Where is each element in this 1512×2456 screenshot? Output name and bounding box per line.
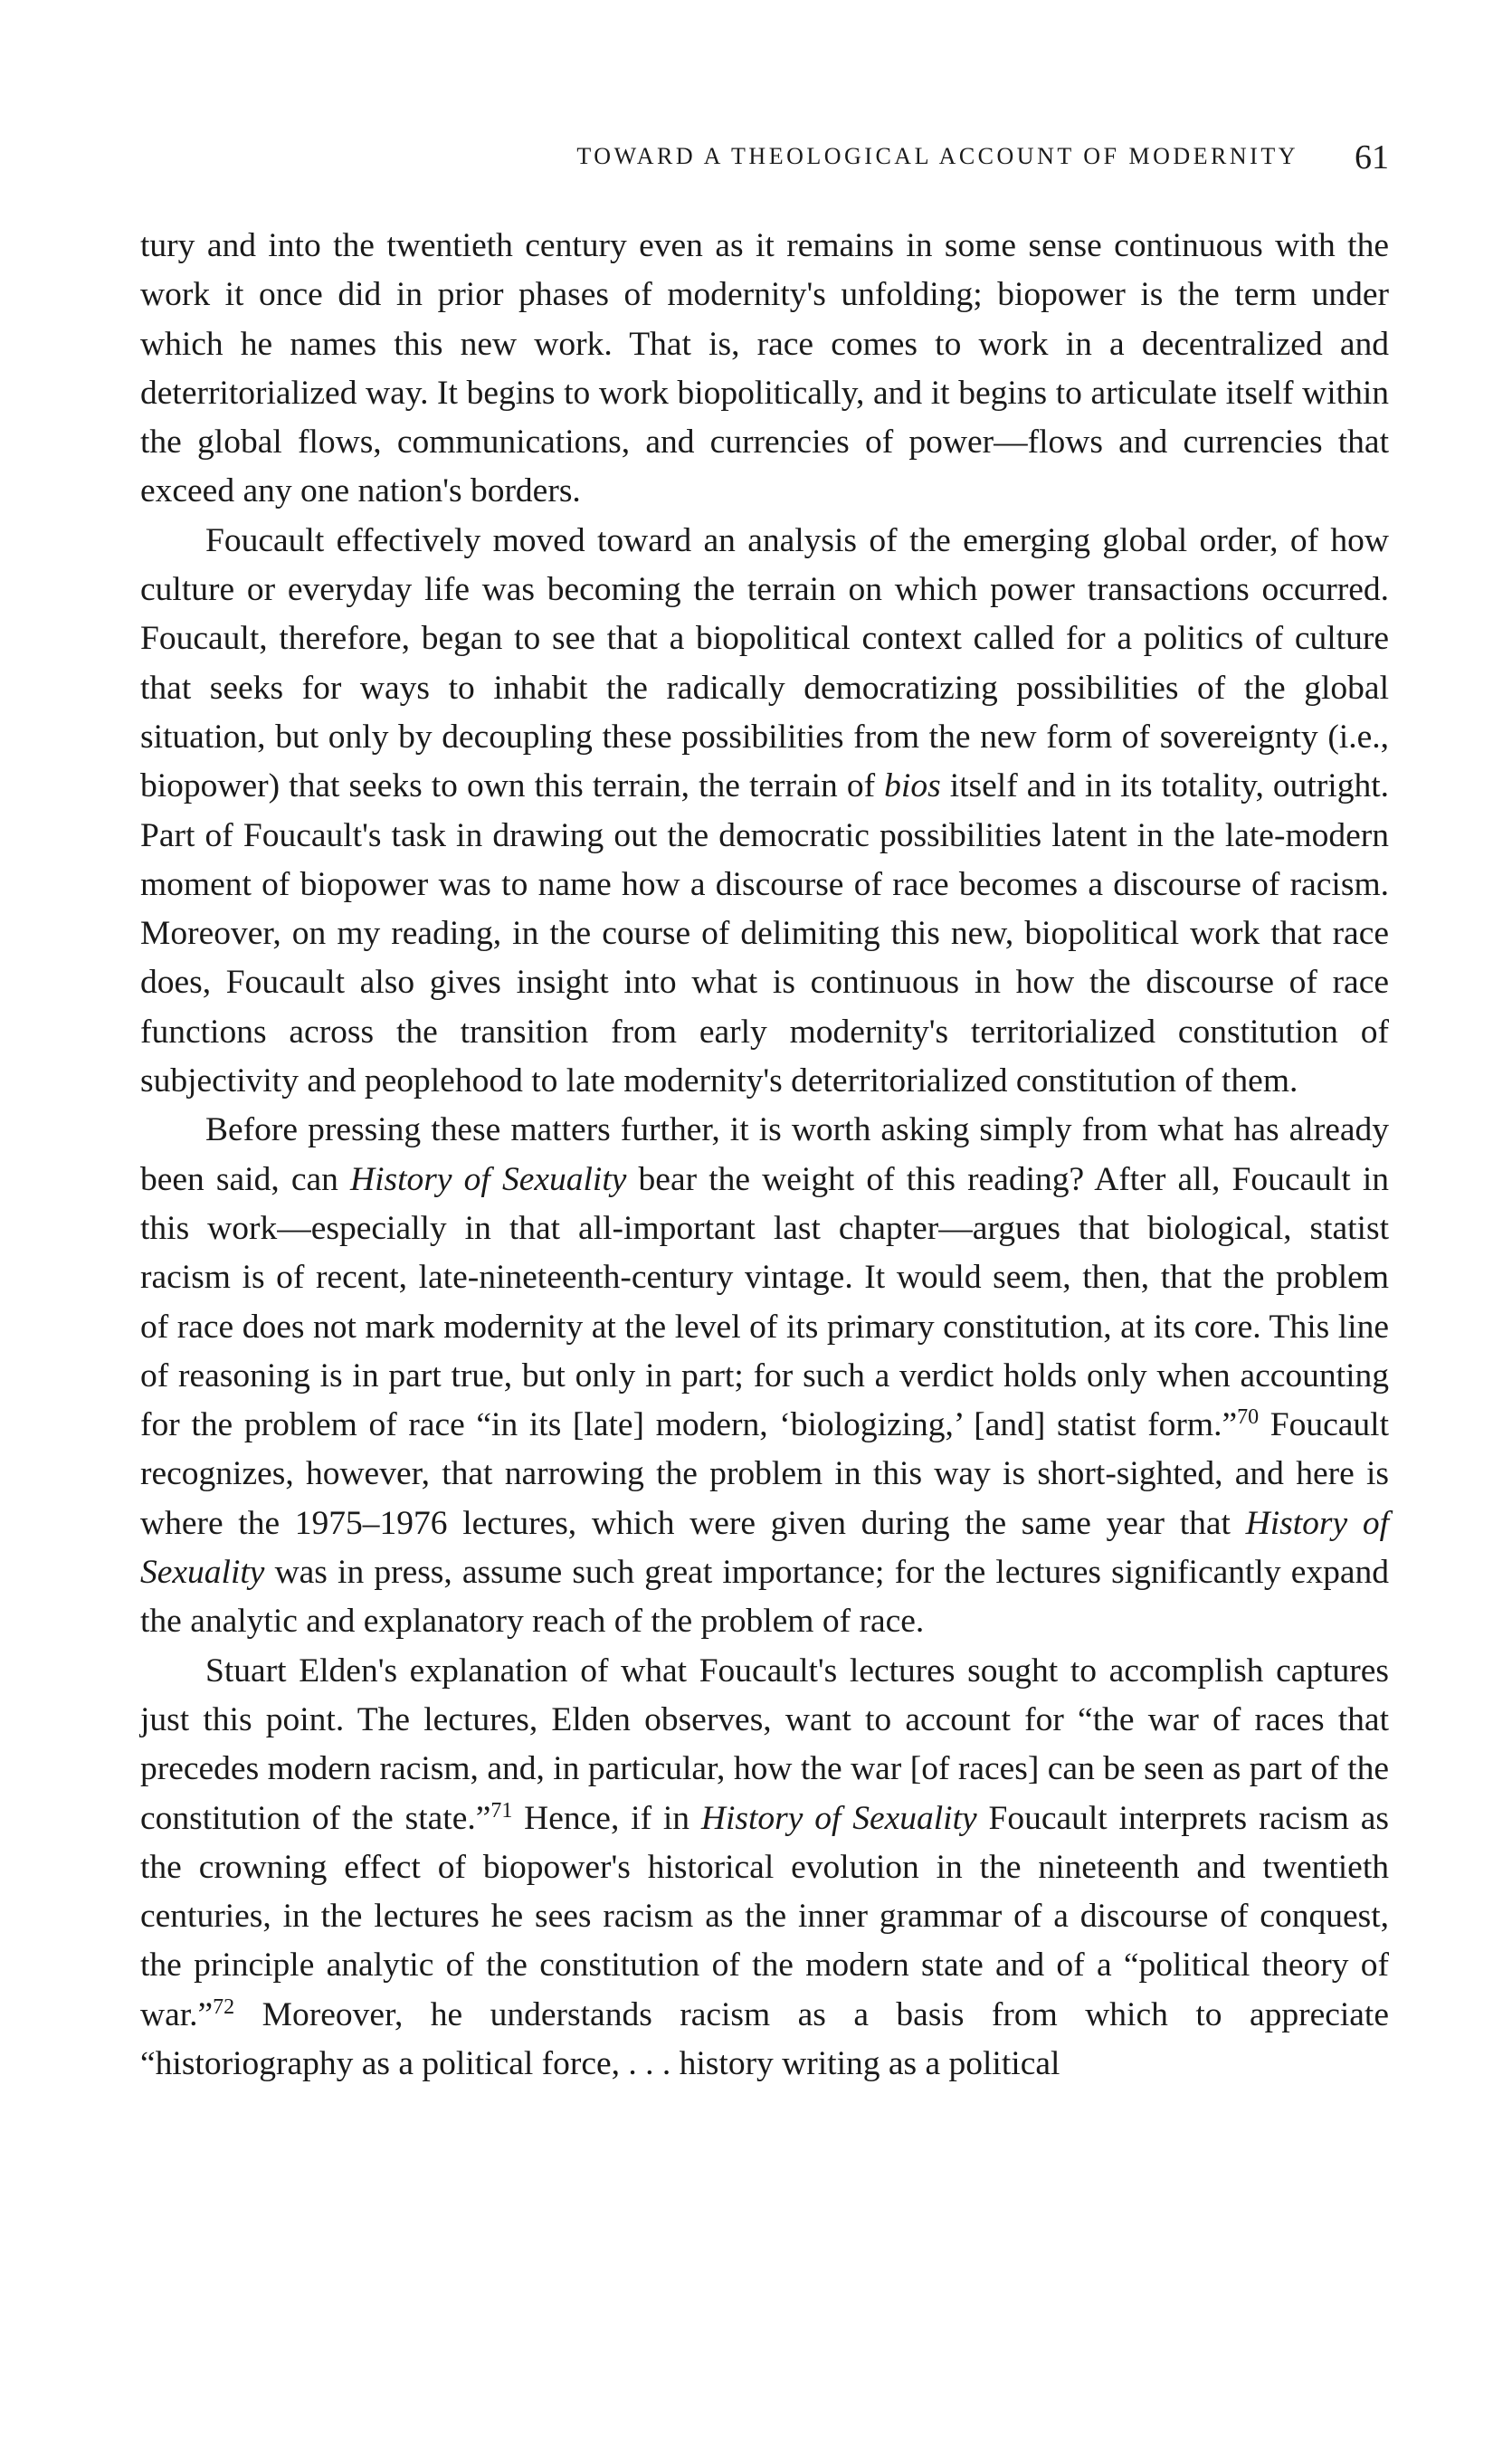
running-head [140, 138, 1389, 183]
paragraph-3 [140, 1106, 1389, 1646]
paragraph-2-text-b: itself and in its totality, outright. Part of Foucault's task in drawing out the democratic possibilities latent in the late-modern moment of biopower was to name how a discourse of race becomes a discourse of racism. Moreover, on my reading, in the course of delimiting this new, biopolitical work that race does, Foucault also gives insight into what is continuous in how the discourse of race functions across the transition from early modernity's territorialized constitution of subjectivity and peoplehood to late modernity's deterritorialized constitution of them. [140, 767, 1389, 1100]
paragraph-4-text-b: Hence, if in [512, 1799, 701, 1837]
footnote-ref-71[interactable]: 71 [490, 1798, 513, 1823]
italic-term-bios: bios [884, 767, 941, 805]
book-title-history-of-sexuality-2: History of Sexuality [140, 1504, 1389, 1592]
paragraph-3-text-a: Before pressing these matters further, it is worth asking simply from what has already been said, can [140, 1111, 1389, 1198]
book-title-history-of-sexuality-3: History of Sexuality [700, 1799, 977, 1837]
paragraph-3-text-b: bear the weight of this reading? After all, Foucault in this work—especially in that all-important last chapter—argues that biological, statist racism is of recent, late-nineteenth-century vintage. It would seem, then, that the problem of race does not mark modernity at the level of its primary constitution, at its core. This line of reasoning is in part true, but only in part; for such a verdict holds only when accounting for the problem of race “in its [late] modern, ‘biologizing,’ [and] statist form.” [140, 1160, 1390, 1444]
paragraph-4-text-c: Foucault interprets racism as the crowning effect of biopower's historical evolution in the nineteenth and twentieth centuries, in the lectures he sees racism as the inner grammar of a discourse of conquest, the principle analytic of the constitution of the modern state and of a “political theory of war.” [140, 1799, 1390, 2033]
book-title-history-of-sexuality: History of Sexuality [350, 1160, 627, 1198]
paragraph-1 [140, 222, 1389, 517]
footnote-ref-70[interactable]: 70 [1237, 1404, 1260, 1429]
paragraph-4-text-d: Moreover, he understands racism as a basis from which to appreciate “historiography as a political force, . . . history writing as a political [140, 1995, 1389, 2082]
footnote-ref-72[interactable]: 72 [213, 1994, 235, 2019]
paragraph-2 [140, 517, 1389, 1107]
paragraph-2-text-a: Foucault effectively moved toward an analysis of the emerging global order, of how culture or everyday life was becoming the terrain on which power transactions occurred. Foucault, therefore, began to see that a biopolitical context called for a politics of culture that seeks for ways to inhabit the radically democratizing possibilities of the global situation, but only by decoupling these possibilities from the new form of sovereignty (i.e., biopower) that seeks to own this terrain, the terrain of [140, 521, 1389, 805]
body-text [140, 222, 1389, 2089]
paragraph-1-text: tury and into the twentieth century even as it remains in some sense continuous with the work it once did in prior phases of modernity's unfolding; biopower is the term under which he names this new work. That is, race comes to work in a decentralized and deterritorialized way. It begins to work biopolitically, and it begins to articulate itself within the global flows, communications, and currencies of power—flows and currencies that exceed any one nation's borders. [140, 227, 1389, 510]
paragraph-3-text-c: Foucault recognizes, however, that narrowing the problem in this way is short-sighted, and here is where the 1975–1976 lectures, which were given during the same year that [140, 1406, 1389, 1542]
paragraph-3-text-d: was in press, assume such great importance; for the lectures significantly expand the analytic and explanatory reach of the problem of race. [140, 1554, 1389, 1641]
running-head-title: TOWARD A THEOLOGICAL ACCOUNT OF MODERNITY [576, 143, 1298, 169]
paragraph-4 [140, 1647, 1389, 2090]
page-number: 61 [1355, 138, 1389, 176]
paragraph-4-text-a: Stuart Elden's explanation of what Foucault's lectures sought to accomplish captures just this point. The lectures, Elden observes, want to account for “the war of races that precedes modern racism, and, in particular, how the war [of races] can be seen as part of the constitution of the state.” [140, 1652, 1389, 1837]
